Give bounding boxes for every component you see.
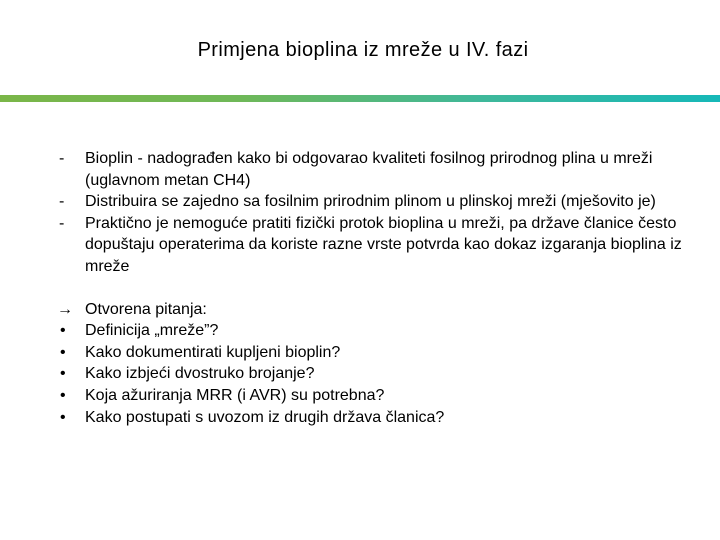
questions-list [57,320,697,428]
dash-list-item [57,213,697,278]
dash-list-item [57,148,697,191]
question-item [57,407,697,429]
dash-marker: - [59,193,65,211]
question-item [57,363,697,385]
question-text: Koja ažuriranja MRR (i AVR) su potrebna? [85,386,385,404]
question-text: Definicija „mreže”? [85,322,219,340]
bullet-icon: • [60,365,66,383]
question-text: Kako dokumentirati kupljeni bioplin? [85,343,341,361]
arrow-icon: → [57,300,73,318]
slide-content [57,148,697,428]
bullet-icon: • [60,322,66,340]
dash-item-text: Distribuira se zajedno sa fosilnim prirodnim plinom u plinskoj mreži (mješovito je) [85,193,656,211]
dash-list [57,148,697,278]
open-questions-heading [57,299,697,321]
spacer [57,278,697,299]
dash-item-text: Bioplin - nadograđen kako bi odgovarao kvaliteti fosilnog prirodnog plina u mreži (uglavnom metan CH4) [85,150,653,189]
dash-list-item [57,191,697,213]
question-item [57,320,697,342]
question-text: Kako izbjeći dvostruko brojanje? [85,365,315,383]
bullet-icon: • [60,386,66,404]
question-item [57,342,697,364]
open-questions-label: Otvorena pitanja: [85,300,207,318]
question-text: Kako postupati s uvozom iz drugih država članica? [85,408,445,426]
dash-marker: - [59,150,65,167]
slide-title: Primjena bioplina iz mreže u IV. fazi [197,39,529,61]
bullet-icon: • [60,408,66,426]
title-accent-rule [0,95,720,102]
dash-marker: - [59,214,65,232]
bullet-icon: • [60,343,66,361]
dash-item-text: Praktično je nemoguće pratiti fizički protok bioplina u mreži, pa države članice često dopuštaju operaterima da koriste razne vrste potvrda kao dokaz izgaranja bioplina iz mreže [85,214,682,275]
question-item [57,385,697,407]
